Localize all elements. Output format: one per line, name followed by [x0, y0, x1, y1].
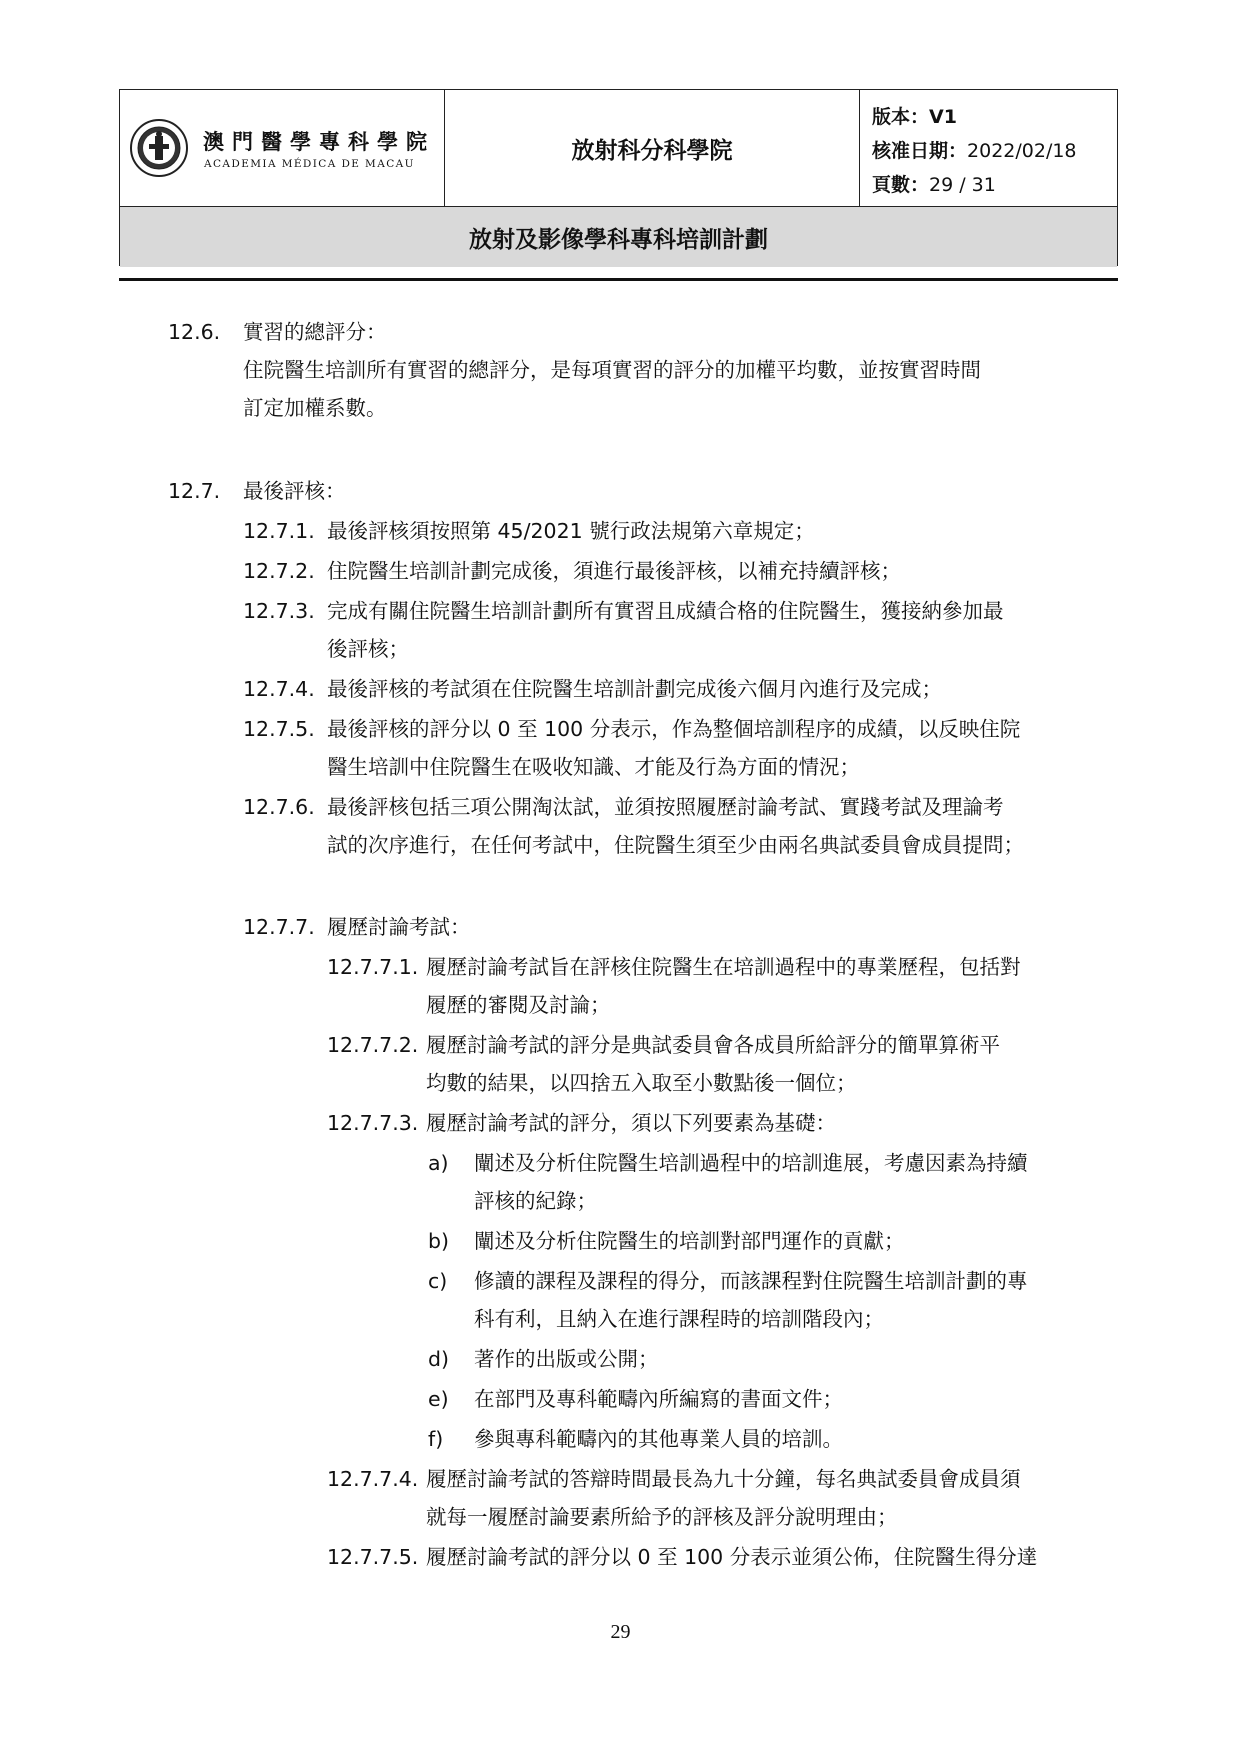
list-letter: c)	[428, 1269, 448, 1293]
list-item-text: 闡述及分析住院醫生培訓過程中的培訓進展，考慮因素為持續	[474, 1151, 1028, 1175]
list-letter: d)	[428, 1347, 450, 1371]
approval-date-line	[872, 134, 1119, 168]
program-title: 放射及影像學科專科培訓計劃	[120, 207, 1117, 267]
list-item-text: 闡述及分析住院醫生的培訓對部門運作的貢獻；	[474, 1229, 905, 1253]
subitem-text: 就每一履歷討論要素所給予的評核及評分說明理由；	[426, 1505, 898, 1529]
subitem-text: 履歷的審閱及討論；	[426, 993, 611, 1017]
item-number: 12.7.1.	[243, 519, 315, 543]
item-number: 12.7.2.	[243, 559, 315, 583]
version-line	[872, 100, 1119, 134]
item-number: 12.7.5.	[243, 717, 315, 741]
list-item-text: 修讀的課程及課程的得分，而該課程對住院醫生培訓計劃的專	[474, 1269, 1028, 1293]
list-item-text: 科有利，且納入在進行課程時的培訓階段內；	[474, 1307, 884, 1331]
item-text: 後評核；	[327, 637, 409, 661]
approval-value: 2022/02/18	[967, 140, 1077, 162]
item-title: 履歷討論考試：	[327, 915, 471, 939]
list-item-text: 評核的紀錄；	[474, 1189, 597, 1213]
list-letter: a)	[428, 1151, 449, 1175]
item-text: 完成有關住院醫生培訓計劃所有實習且成績合格的住院醫生，獲接納參加最	[327, 599, 1004, 623]
subitem-number: 12.7.7.4.	[327, 1467, 419, 1491]
list-letter: b)	[428, 1229, 450, 1253]
subitem-number: 12.7.7.2.	[327, 1033, 419, 1057]
section-title: 最後評核：	[243, 479, 346, 503]
subitem-text: 履歷討論考試的評分是典試委員會各成員所給評分的簡單算術平	[426, 1033, 1000, 1057]
item-text: 住院醫生培訓計劃完成後，須進行最後評核，以補充持續評核；	[327, 559, 901, 583]
subitem-text: 履歷討論考試的評分以 0 至 100 分表示並須公佈，住院醫生得分達	[426, 1545, 1038, 1569]
paragraph-line: 住院醫生培訓所有實習的總評分，是每項實習的評分的加權平均數，並按實習時間	[243, 358, 981, 382]
pages-value: 29 / 31	[929, 174, 996, 196]
approval-label: 核准日期：	[872, 140, 968, 162]
list-item-text: 參與專科範疇內的其他專業人員的培訓。	[474, 1427, 843, 1451]
item-number: 12.7.3.	[243, 599, 315, 623]
item-number: 12.7.6.	[243, 795, 315, 819]
academy-emblem-icon	[129, 118, 189, 178]
subitem-number: 12.7.7.1.	[327, 955, 419, 979]
version-label: 版本：	[872, 106, 930, 128]
page-number: 29	[610, 1621, 631, 1643]
subitem-text: 履歷討論考試旨在評核住院醫生在培訓過程中的專業歷程，包括對	[426, 955, 1021, 979]
header-top-row	[120, 90, 1117, 207]
item-text: 最後評核須按照第 45/2021 號行政法規第六章規定；	[327, 519, 815, 543]
item-number: 12.7.7.	[243, 915, 315, 939]
section-number: 12.6.	[168, 320, 221, 344]
subitem-text: 履歷討論考試的評分，須以下列要素為基礎：	[426, 1111, 836, 1135]
logo-cell	[120, 90, 445, 206]
subitem-number: 12.7.7.3.	[327, 1111, 419, 1135]
list-letter: f)	[428, 1427, 444, 1451]
subitem-number: 12.7.7.5.	[327, 1545, 419, 1569]
college-name: 放射科分科學院	[445, 90, 860, 206]
org-name-portuguese: ACADEMIA MÉDICA DE MACAU	[204, 158, 415, 170]
header-divider	[119, 278, 1118, 281]
item-text: 最後評核的評分以 0 至 100 分表示，作為整個培訓程序的成績，以反映住院	[327, 717, 1021, 741]
page-count-line	[872, 168, 1119, 202]
paragraph-line: 訂定加權系數。	[243, 396, 387, 420]
org-name-chinese: 澳門醫學專科學院	[203, 129, 435, 154]
item-number: 12.7.4.	[243, 677, 315, 701]
list-item-text: 著作的出版或公開；	[474, 1347, 659, 1371]
pages-label: 頁數：	[872, 174, 930, 196]
document-meta	[860, 90, 1119, 206]
section-number: 12.7.	[168, 479, 221, 503]
item-text: 最後評核包括三項公開淘汰試，並須按照履歷討論考試、實踐考試及理論考	[327, 795, 1004, 819]
subitem-text: 均數的結果，以四捨五入取至小數點後一個位；	[426, 1071, 857, 1095]
item-text: 醫生培訓中住院醫生在吸收知識、才能及行為方面的情況；	[327, 755, 860, 779]
section-title: 實習的總評分：	[243, 320, 387, 344]
item-text: 試的次序進行，在任何考試中，住院醫生須至少由兩名典試委員會成員提問；	[327, 833, 1024, 857]
list-item-text: 在部門及專科範疇內所編寫的書面文件；	[474, 1387, 843, 1411]
version-value: V1	[929, 106, 957, 128]
subitem-text: 履歷討論考試的答辯時間最長為九十分鐘，每名典試委員會成員須	[426, 1467, 1021, 1491]
list-letter: e)	[428, 1387, 449, 1411]
document-header	[119, 89, 1118, 266]
item-text: 最後評核的考試須在住院醫生培訓計劃完成後六個月內進行及完成；	[327, 677, 942, 701]
